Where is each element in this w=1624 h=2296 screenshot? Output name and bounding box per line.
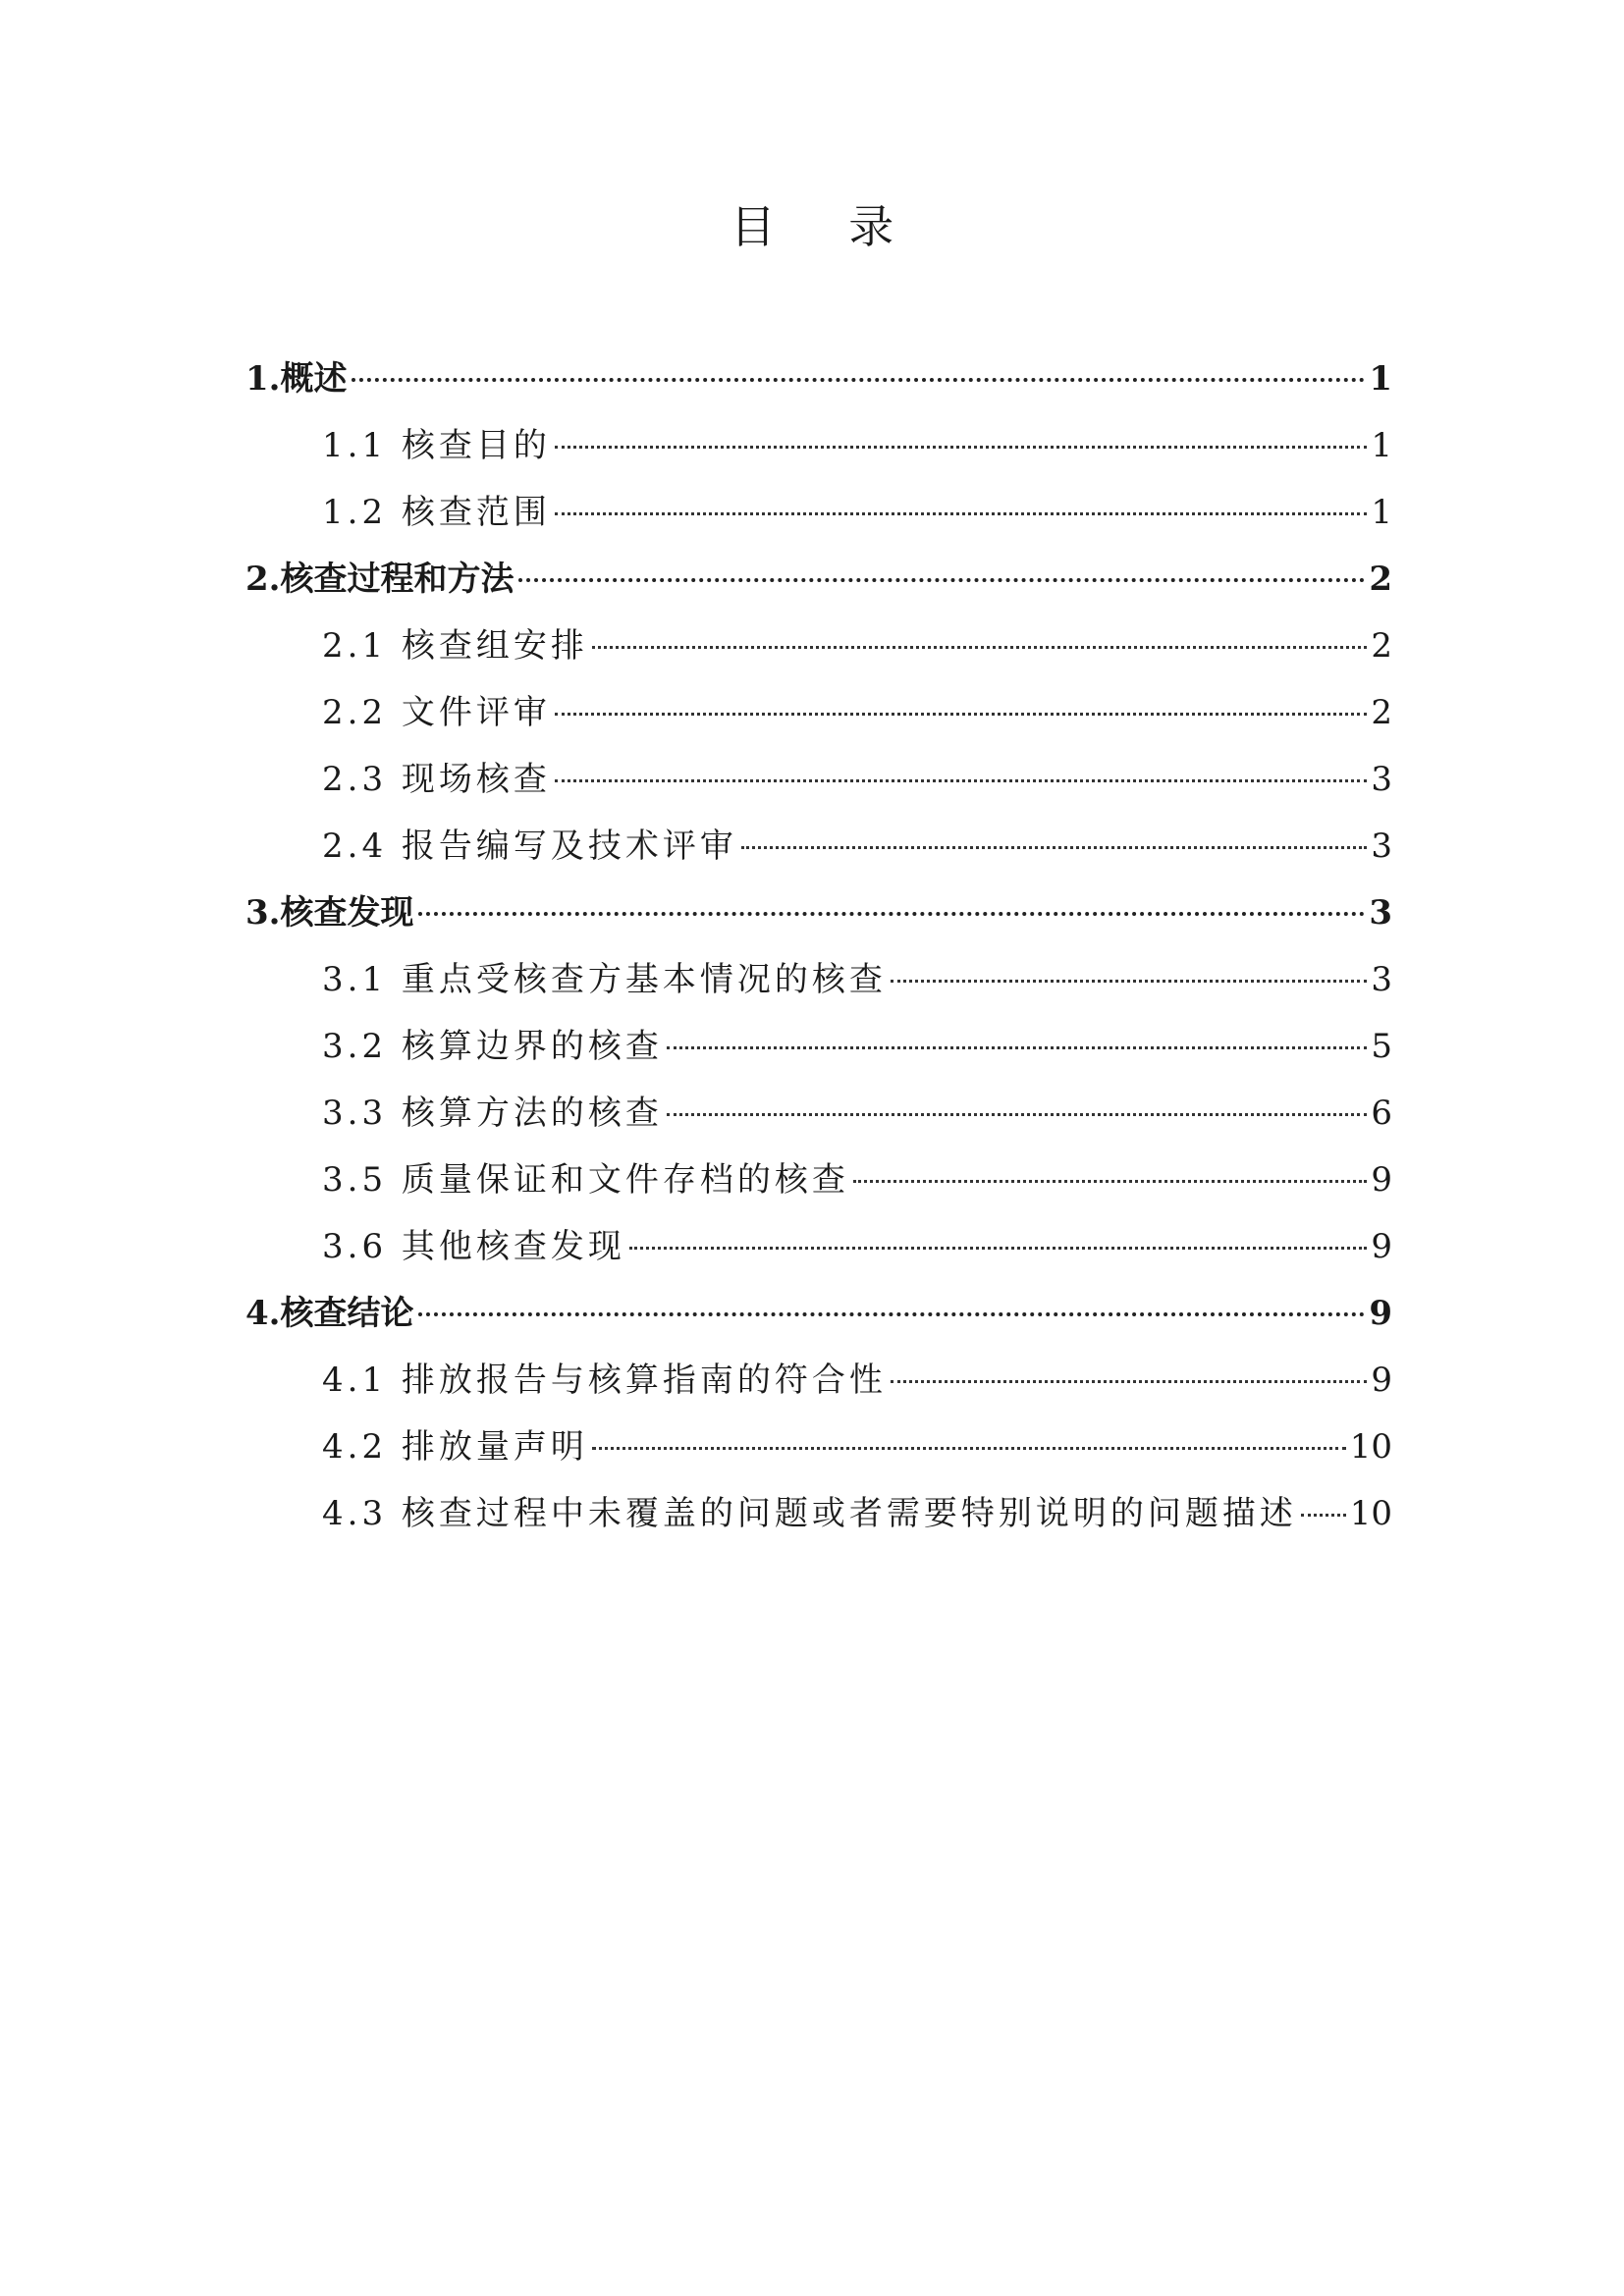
toc-entry-page: 9 xyxy=(1371,1227,1392,1266)
toc-entry-2-2[interactable] xyxy=(245,693,1392,732)
toc-entry-label: 2.1 核查组安排 xyxy=(322,626,588,666)
dot-leader xyxy=(555,713,1367,716)
dot-leader xyxy=(592,1447,1346,1450)
toc-entry-4-1[interactable] xyxy=(245,1361,1392,1400)
dot-leader xyxy=(853,1180,1367,1183)
toc-entry-page: 1 xyxy=(1369,359,1392,399)
toc-entry-page: 6 xyxy=(1371,1094,1392,1133)
toc-entry-page: 3 xyxy=(1371,760,1392,799)
toc-entry-page: 5 xyxy=(1371,1027,1392,1066)
toc-entry-page: 1 xyxy=(1371,493,1392,532)
toc-entry-label: 3.5 质量保证和文件存档的核查 xyxy=(322,1160,849,1200)
dot-leader xyxy=(555,512,1367,515)
toc-entry-1-1[interactable] xyxy=(245,426,1392,465)
toc-entry-3-2[interactable] xyxy=(245,1027,1392,1066)
toc-entry-3-1[interactable] xyxy=(245,960,1392,999)
dot-leader xyxy=(555,446,1367,449)
toc-entry-2[interactable] xyxy=(245,560,1392,599)
toc-entry-label: 4.2 排放量声明 xyxy=(322,1427,588,1467)
toc-entry-label: 1.2 核查范围 xyxy=(322,493,551,532)
dot-leader xyxy=(667,1113,1367,1116)
toc-entry-page: 10 xyxy=(1349,1427,1392,1467)
toc-entry-page: 9 xyxy=(1371,1160,1392,1200)
toc-entry-page: 9 xyxy=(1369,1294,1392,1333)
toc-entry-label: 2.核查过程和方法 xyxy=(245,560,514,599)
toc-entry-3-3[interactable] xyxy=(245,1094,1392,1133)
dot-leader xyxy=(418,912,1366,916)
toc-entry-label: 3.2 核算边界的核查 xyxy=(322,1027,663,1066)
dot-leader xyxy=(891,1380,1367,1383)
dot-leader xyxy=(555,779,1367,782)
toc-entry-label: 4.1 排放报告与核算指南的符合性 xyxy=(322,1361,887,1400)
toc-entry-3-6[interactable] xyxy=(245,1227,1392,1266)
toc-entry-label: 4.核查结论 xyxy=(245,1294,414,1333)
toc-entry-3-5[interactable] xyxy=(245,1160,1392,1200)
toc-entry-label: 2.3 现场核查 xyxy=(322,760,551,799)
toc-entry-page: 2 xyxy=(1371,693,1392,732)
toc-entry-label: 4.3 核查过程中未覆盖的问题或者需要特别说明的问题描述 xyxy=(322,1494,1297,1533)
dot-leader xyxy=(518,578,1366,582)
toc-entry-4-3[interactable] xyxy=(245,1494,1392,1533)
toc-entry-label: 1.1 核查目的 xyxy=(322,426,551,465)
dot-leader xyxy=(741,846,1367,849)
toc-entry-label: 2.2 文件评审 xyxy=(322,693,551,732)
toc-entry-label: 1.概述 xyxy=(245,359,348,399)
toc-entry-page: 3 xyxy=(1369,893,1392,933)
toc-entry-label: 3.6 其他核查发现 xyxy=(322,1227,625,1266)
dot-leader xyxy=(418,1312,1366,1316)
toc-entry-2-1[interactable] xyxy=(245,626,1392,666)
toc-entry-page: 3 xyxy=(1371,827,1392,866)
dot-leader xyxy=(352,378,1366,382)
toc-entry-4[interactable] xyxy=(245,1294,1392,1333)
toc-entry-page: 2 xyxy=(1369,560,1392,599)
toc-entry-3[interactable] xyxy=(245,893,1392,933)
page-title: 目 录 xyxy=(730,200,924,253)
toc-entry-1-2[interactable] xyxy=(245,493,1392,532)
toc-entry-4-2[interactable] xyxy=(245,1427,1392,1467)
table-of-contents xyxy=(245,332,1392,1561)
toc-entry-page: 1 xyxy=(1371,426,1392,465)
dot-leader xyxy=(592,646,1367,649)
dot-leader xyxy=(629,1247,1367,1250)
toc-entry-page: 10 xyxy=(1349,1494,1392,1533)
toc-entry-2-3[interactable] xyxy=(245,760,1392,799)
toc-entry-label: 2.4 报告编写及技术评审 xyxy=(322,827,737,866)
toc-entry-label: 3.3 核算方法的核查 xyxy=(322,1094,663,1133)
toc-entry-2-4[interactable] xyxy=(245,827,1392,866)
toc-entry-label: 3.1 重点受核查方基本情况的核查 xyxy=(322,960,887,999)
toc-entry-1[interactable] xyxy=(245,359,1392,399)
toc-entry-page: 2 xyxy=(1371,626,1392,666)
dot-leader xyxy=(1301,1514,1346,1517)
toc-entry-label: 3.核查发现 xyxy=(245,893,414,933)
dot-leader xyxy=(667,1046,1367,1049)
toc-entry-page: 9 xyxy=(1371,1361,1392,1400)
dot-leader xyxy=(891,980,1367,983)
toc-entry-page: 3 xyxy=(1371,960,1392,999)
